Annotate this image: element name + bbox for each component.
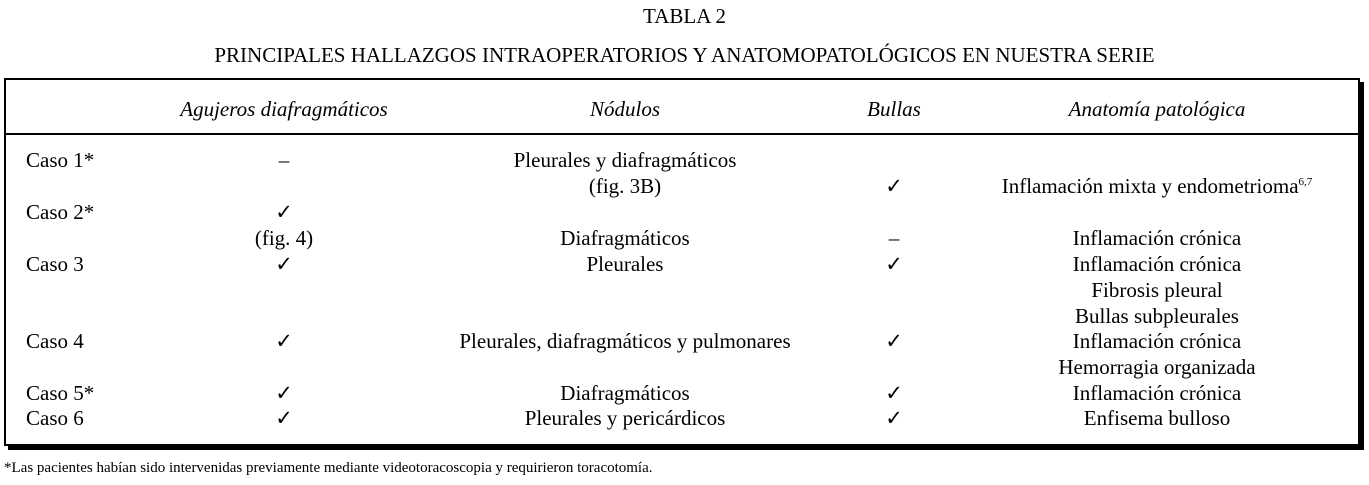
case-6-bullas-check: ✓ [885,406,903,430]
header-bullas: Bullas [867,97,921,121]
case-4-anatomia-line2: Hemorragia organizada [1058,355,1256,379]
case-5-anatomia: Inflamación crónica [1072,381,1242,405]
case-5-agujeros-check: ✓ [275,381,293,405]
case-5-label: Caso 5* [26,381,95,405]
case-6-nodulos: Pleurales y pericárdicos [524,406,726,430]
case-4-agujeros-check: ✓ [275,329,293,353]
header-anatomia: Anatomía patológica [1068,97,1246,121]
case-1-label: Caso 1* [26,148,95,172]
table-subtitle: PRINCIPALES HALLAZGOS INTRAOPERATORIOS Y ANATOMOPATOLÓGICOS EN NUESTRA SERIE [214,43,1155,67]
case-1-agujeros: – [278,148,290,172]
case-3-anatomia-line3: Bullas subpleurales [1075,304,1239,328]
case-4-nodulos: Pleurales, diafragmáticos y pulmonares [459,329,791,353]
case-5-nodulos: Diafragmáticos [560,381,690,405]
case-2-bullas: – [888,226,900,250]
case-1-nodulos-line2: (fig. 3B) [588,174,662,198]
table-title: TABLA 2 [643,4,726,28]
case-2-anatomia: Inflamación crónica [1072,226,1242,250]
header-agujeros: Agujeros diafragmáticos [180,97,388,121]
case-5-bullas-check: ✓ [885,381,903,405]
footnote: *Las pacientes habían sido intervenidas previamente mediante videotoracoscopia y requirieron toracotomía. [4,460,653,476]
case-3-label: Caso 3 [26,252,84,276]
case-1-nodulos-line1: Pleurales y diafragmáticos [513,148,737,172]
header-divider [6,133,1358,135]
case-1-anatomia: Inflamación mixta y endometrioma$^{6,7}$ [1001,174,1313,198]
case-3-anatomia-line2: Fibrosis pleural [1091,278,1223,302]
header-nodulos: Nódulos [589,97,661,121]
case-2-agujeros-check: ✓ [275,200,293,224]
case-3-nodulos: Pleurales [586,252,664,276]
findings-table [4,78,1360,446]
case-1-bullas-check: ✓ [885,174,903,198]
case-1-reference: 6,7 [1298,176,1313,188]
case-4-bullas-check: ✓ [885,329,903,353]
case-3-anatomia-line1: Inflamación crónica [1072,252,1242,276]
case-6-agujeros-check: ✓ [275,406,293,430]
case-3-bullas-check: ✓ [885,252,903,276]
case-2-nodulos: Diafragmáticos [560,226,690,250]
case-3-agujeros-check: ✓ [275,252,293,276]
case-2-agujeros-ref: (fig. 4) [254,226,314,250]
case-6-label: Caso 6 [26,406,84,430]
case-2-label: Caso 2* [26,200,95,224]
case-6-anatomia: Enfisema bulloso [1083,406,1231,430]
case-4-anatomia-line1: Inflamación crónica [1072,329,1242,353]
case-4-label: Caso 4 [26,329,84,353]
